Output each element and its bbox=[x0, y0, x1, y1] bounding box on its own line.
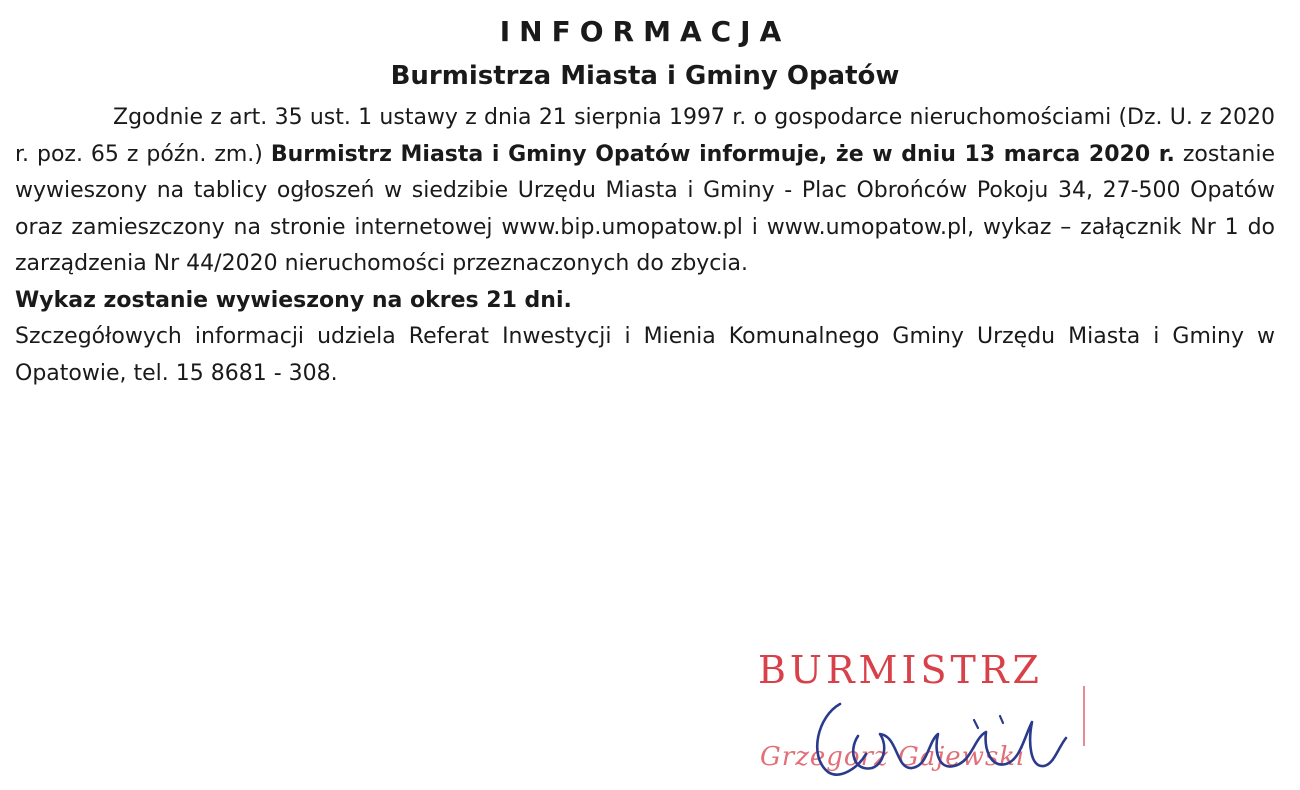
paragraph-contact: Szczegółowych informacji udziela Referat Inwestycji i Mienia Komunalnego Gminy Urzędu Miasta i Gminy w Opatowie, tel. 15 8681 - 308. bbox=[15, 324, 1275, 386]
paragraph-main-text-1: Zgodnie z art. 35 ust. 1 ustawy z dnia 21 sierpnia 1997 r. o gospodarce nieruchomościami (Dz. U. z 2020 r. poz. 65 z późn. zm.) bbox=[15, 105, 1275, 167]
stamp-name: Grzegorz Gajewski bbox=[760, 742, 1026, 772]
document bbox=[15, 0, 1275, 392]
mayor-stamp bbox=[758, 640, 1098, 790]
document-heading: INFORMACJA bbox=[499, 15, 791, 48]
paragraph-main-bold: Burmistrz Miasta i Gminy Opatów informuje, że w dniu 13 marca 2020 r. bbox=[270, 141, 1175, 167]
handwritten-signature bbox=[788, 676, 1088, 786]
paragraph-main bbox=[15, 100, 1275, 283]
paragraph-period: Wykaz zostanie wywieszony na okres 21 dni. bbox=[15, 287, 572, 313]
paragraph-main-text-2: zostanie wywieszony na tablicy ogłoszeń w siedzibie Urzędu Miasta i Gminy - Plac Obrońców Pokoju 34, 27-500 Opatów oraz zamieszczony na stronie internetowej www.bip.umopatow.pl i www.umopatow.pl, wykaz – załącznik Nr 1 do zarządzenia Nr 44/2020 nieruchomości przeznaczonych do zbycia. bbox=[15, 141, 1276, 276]
document-subheading: Burmistrza Miasta i Gminy Opatów bbox=[390, 61, 900, 91]
stamp-title: BURMISTRZ bbox=[758, 648, 1043, 692]
